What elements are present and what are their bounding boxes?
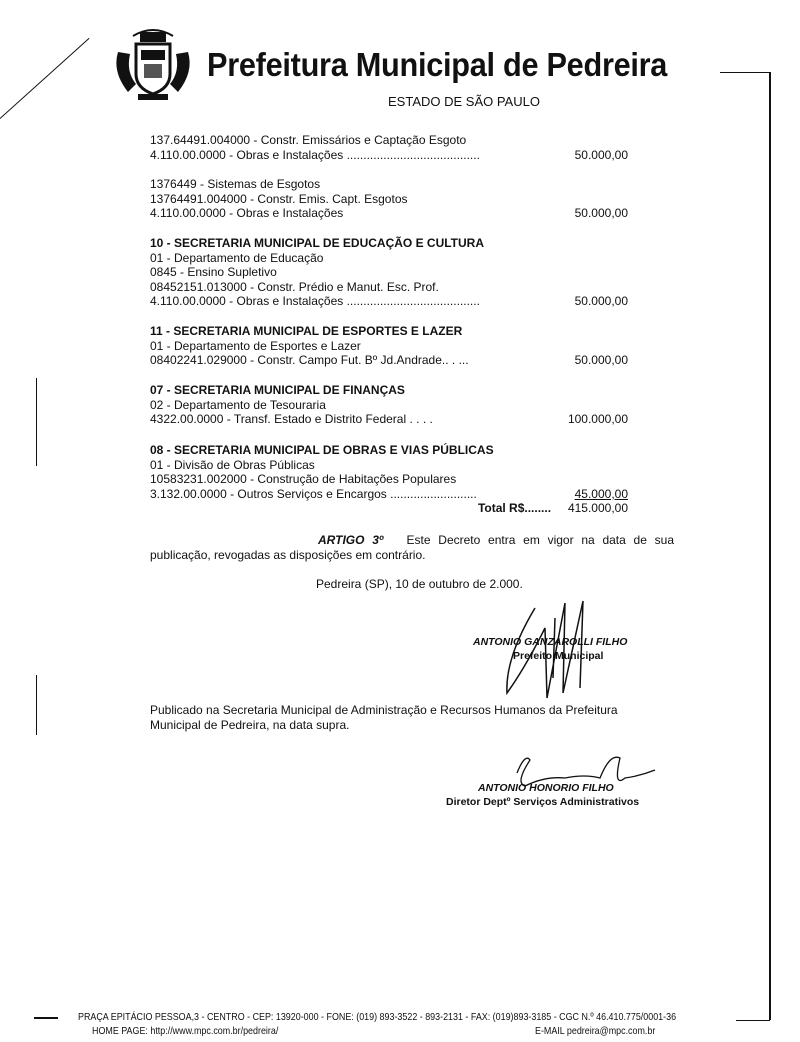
amount: 45.000,00 [574, 486, 628, 501]
state-subtitle: ESTADO DE SÃO PAULO [388, 94, 540, 109]
line-text: 13764491.004000 - Constr. Emis. Capt. Esgotos [150, 191, 408, 206]
total-label: Total R$........ [477, 501, 552, 516]
section-heading: 08 - SECRETARIA MUNICIPAL DE OBRAS E VIAS PÚBLICAS [150, 443, 494, 457]
budget-section-finance [150, 383, 628, 427]
line-text: 1376449 - Sistemas de Esgotos [150, 177, 321, 191]
publication-note: Publicado na Secretaria Municipal de Administração e Recursos Humanos da Prefeitura Municipal de Pedreira, na data supra. [150, 703, 618, 732]
line-text: 3.132.00.0000 - Outros Serviços e Encargos .......................... [150, 486, 477, 501]
place-date: Pedreira (SP), 10 de outubro de 2.000. [316, 577, 523, 591]
signature-name: ANTONIO HONORIO FILHO [478, 782, 614, 794]
total-amount: 415.000,00 [567, 501, 628, 516]
budget-section-public-works [150, 443, 628, 516]
article-paragraph [150, 533, 674, 563]
frame-right-line [769, 72, 771, 1020]
line-text: 01 - Departamento de Esportes e Lazer [150, 338, 361, 353]
amount: 50.000,00 [574, 294, 628, 309]
amount: 50.000,00 [574, 353, 628, 368]
line-text: 137.64491.004000 - Constr. Emissários e Captação Esgoto [150, 133, 467, 147]
line-text: 4322.00.0000 - Transf. Estado e Distrito Federal . . . . [150, 412, 433, 427]
article-text: Este Decreto entra em vigor na data de sua publicação, revogadas as disposições em contrário. [150, 533, 674, 562]
budget-item [150, 177, 628, 221]
footer-homepage: HOME PAGE: http://www.mpc.com.br/pedreira/ [92, 1025, 279, 1037]
line-text: 0845 - Ensino Supletivo [150, 265, 277, 280]
section-heading: 10 - SECRETARIA MUNICIPAL DE EDUCAÇÃO E CULTURA [150, 236, 485, 250]
footer-left-line [34, 1017, 58, 1019]
line-text: 4.110.00.0000 - Obras e Instalações ........................................ [150, 294, 480, 309]
section-heading: 11 - SECRETARIA MUNICIPAL DE ESPORTES E LAZER [150, 324, 463, 338]
signature-role: Diretor Deptº Serviços Administrativos [446, 796, 640, 808]
signature-role: Prefeito Municipal [513, 650, 604, 662]
frame-top-line [720, 72, 770, 73]
page-title: Prefeitura Municipal de Pedreira [207, 46, 668, 83]
section-heading: 07 - SECRETARIA MUNICIPAL DE FINANÇAS [150, 383, 405, 397]
frame-left-mark [36, 378, 37, 466]
budget-section-sports [150, 324, 628, 368]
budget-item [150, 133, 628, 162]
frame-diagonal-mark [0, 38, 90, 119]
line-text: 08452151.013000 - Constr. Prédio e Manut. Esc. Prof. [150, 279, 439, 294]
signature-name: ANTONIO GANZAROLLI FILHO [473, 636, 628, 648]
line-text: 08402241.029000 - Constr. Campo Fut. Bº Jd.Andrade.. . ... [150, 353, 469, 368]
amount: 50.000,00 [574, 147, 628, 162]
footer-email: E-MAIL pedreira@mpc.com.br [535, 1025, 656, 1037]
amount: 100.000,00 [567, 412, 628, 427]
frame-left-mark [36, 675, 37, 735]
line-text: 4.110.00.0000 - Obras e Instalações ........................................ [150, 147, 480, 162]
line-text: 01 - Divisão de Obras Públicas [150, 457, 315, 472]
line-text: 01 - Departamento de Educação [150, 250, 324, 265]
footer-address: PRAÇA EPITÁCIO PESSOA,3 - CENTRO - CEP: 13920-000 - FONE: (019) 893-3522 - 893-2131 - FAX: (019)893-3185 - CGC N.º 46.410.775/0001-36 [78, 1011, 677, 1023]
line-text: 4.110.00.0000 - Obras e Instalações [150, 206, 344, 221]
article-label: ARTIGO 3º [318, 533, 384, 547]
budget-section-education [150, 236, 628, 309]
footer-right-line [736, 1020, 770, 1021]
municipal-crest-logo [108, 22, 198, 104]
amount: 50.000,00 [574, 206, 628, 221]
line-text: 02 - Departamento de Tesouraria [150, 397, 326, 412]
line-text: 10583231.002000 - Construção de Habitações Populares [150, 472, 457, 487]
